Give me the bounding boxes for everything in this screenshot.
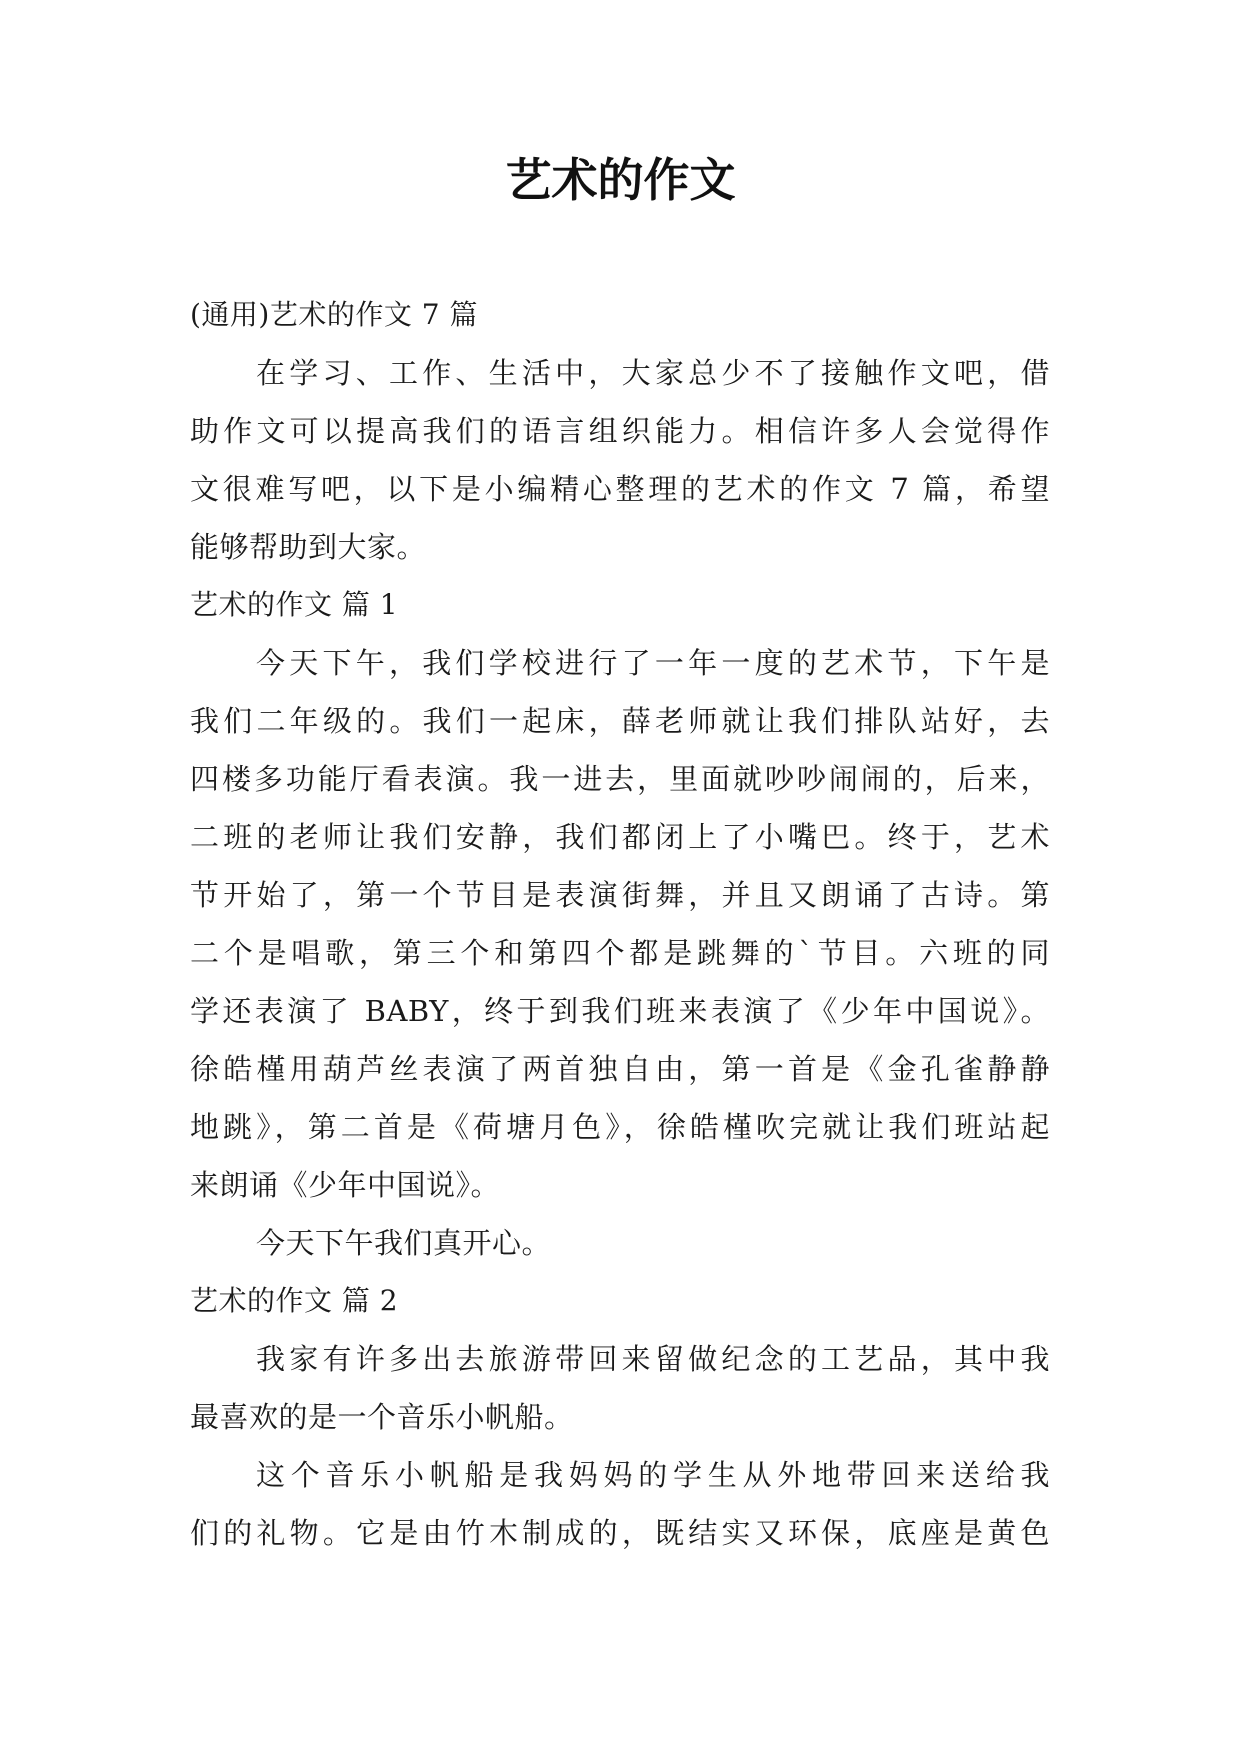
intro-paragraph-line: 文很难写吧，以下是小编精心整理的艺术的作文 7 篇，希望 [190,472,1050,506]
document-body [190,286,1050,1562]
essay1-paragraph-line: 节开始了，第一个节目是表演街舞，并且又朗诵了古诗。第 [190,878,1050,912]
essay1-paragraph-line: 二个是唱歌，第三个和第四个都是跳舞的`节目。六班的同 [190,936,1050,970]
essay1-paragraph-line: 来朗诵《少年中国说》。 [190,1168,501,1202]
intro-paragraph-line: 能够帮助到大家。 [190,530,427,564]
subtitle-line: (通用)艺术的作文 7 篇 [190,298,478,331]
essay1-closing-line: 今天下午我们真开心。 [256,1226,552,1260]
essay1-paragraph-line: 徐皓槿用葫芦丝表演了两首独自由，第一首是《金孔雀静静 [190,1052,1050,1086]
essay1-paragraph-line: 今天下午，我们学校进行了一年一度的艺术节，下午是 [256,646,1050,680]
intro-paragraph-line: 助作文可以提高我们的语言组织能力。相信许多人会觉得作 [190,414,1050,448]
section-heading-1: 艺术的作文 篇 1 [190,588,399,621]
intro-paragraph-line: 在学习、工作、生活中，大家总少不了接触作文吧，借 [256,356,1050,390]
essay1-paragraph-line: 学还表演了 BABY，终于到我们班来表演了《少年中国说》。 [190,994,1050,1028]
essay2-paragraph-line: 我家有许多出去旅游带回来留做纪念的工艺品，其中我 [256,1342,1050,1376]
essay2-paragraph-line: 这个音乐小帆船是我妈妈的学生从外地带回来送给我 [256,1458,1050,1492]
essay1-paragraph-line: 二班的老师让我们安静，我们都闭上了小嘴巴。终于，艺术 [190,820,1050,854]
section-heading-2: 艺术的作文 篇 2 [190,1284,399,1317]
essay1-paragraph-line: 四楼多功能厅看表演。我一进去，里面就吵吵闹闹的，后来， [190,762,1050,796]
document-title: 艺术的作文 [505,153,736,207]
essay1-paragraph-line: 地跳》，第二首是《荷塘月色》，徐皓槿吹完就让我们班站起 [190,1110,1050,1144]
essay1-paragraph-line: 我们二年级的。我们一起床，薛老师就让我们排队站好，去 [190,704,1050,738]
essay2-paragraph-line: 最喜欢的是一个音乐小帆船。 [190,1400,574,1434]
essay2-paragraph-line: 们的礼物。它是由竹木制成的，既结实又环保，底座是黄色 [190,1516,1050,1550]
